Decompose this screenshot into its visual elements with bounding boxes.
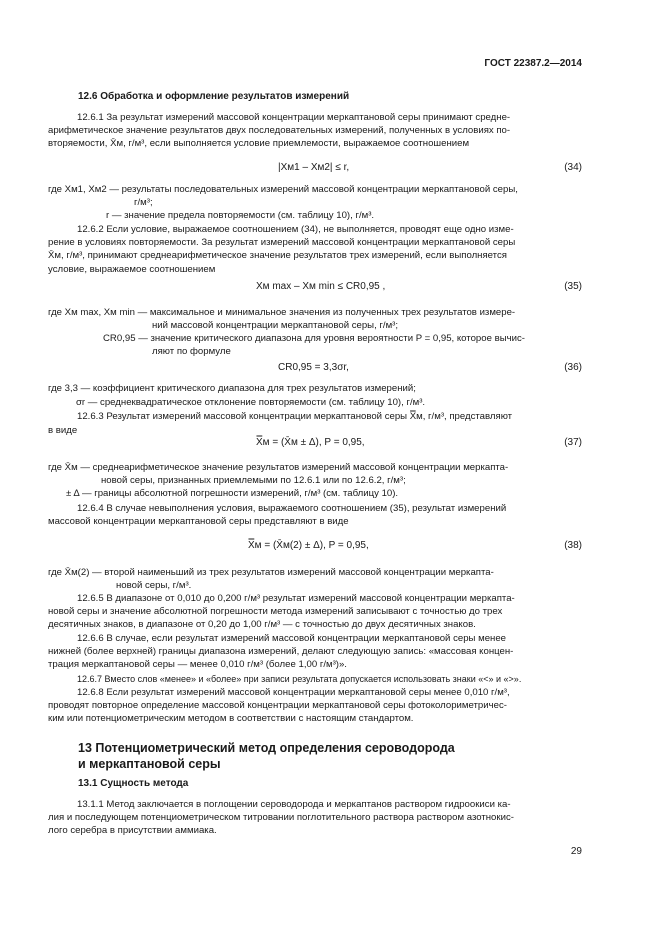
definition-line: ± Δ — границы абсолютной погрешности измерений, г/м³ (см. таблицу 10). — [66, 488, 399, 499]
text-line: 12.6.2 Если условие, выражаемое соотношением (34), не выполняется, проводят еще одно изме- — [77, 224, 514, 235]
page-number: 29 — [570, 846, 582, 857]
text-line: 12.6.7 Вместо слов «менее» и «более» при записи результата допускается использовать знаки «<» и «>». — [77, 674, 522, 684]
section-12-6-heading: 12.6 Обработка и оформление результатов измерений — [78, 91, 350, 102]
text-line: новой серы и значение абсолютной погрешности метода измерений записывают с точностью до трех — [48, 606, 503, 617]
text-line: 12.6.5 В диапазоне от 0,010 до 0,200 г/м³ результат измерений массовой концентрации меркапта- — [77, 593, 515, 604]
text-line: лия и последующем потенциометрическом титровании поглотительного раствора раствором азотнокис- — [48, 812, 514, 823]
text-line: X̄м, г/м³, принимают среднеарифметическое значение результатов трех измерений, если выполняется — [48, 250, 507, 261]
definition-line: новой серы, г/м³. — [116, 580, 192, 591]
section-13-title-line2: и меркаптановой серы — [78, 757, 221, 771]
text-line: вторяемости, X̄м, г/м³, если выполняется условие приемлемости, выражаемое соотношением — [48, 138, 470, 149]
formula-38: X̿м = (X̄м(2) ± Δ), P = 0,95, — [248, 540, 369, 551]
definition-line: σr — среднеквадратическое отклонение повторяемости (см. таблицу 10), г/м³. — [76, 397, 426, 408]
text-line: в виде — [48, 425, 78, 436]
definition-line: где Xм1, Xм2 — результаты последовательных измерений массовой концентрации меркаптановой серы, — [48, 184, 518, 195]
text-line: рение в условиях повторяемости. За результат измерений массовой концентрации меркаптановой серы — [48, 237, 516, 248]
text-line: проводят повторное определение массовой концентрации меркаптановой серы фотоколориметричес- — [48, 700, 507, 711]
text-line: ким или потенциометрическим методом в соответствии с настоящим стандартом. — [48, 713, 414, 724]
definition-line: ляют по формуле — [152, 346, 231, 357]
equation-number: (36) — [564, 362, 582, 373]
text-line: 13.1.1 Метод заключается в поглощении сероводорода и меркаптанов раствором гидроокиси ка- — [77, 799, 511, 810]
text-line: 12.6.4 В случае невыполнения условия, выражаемого соотношением (35), результат измерений — [77, 503, 507, 514]
section-13-1-heading: 13.1 Сущность метода — [78, 778, 189, 789]
definition-line: CR0,95 — значение критического диапазона для уровня вероятности P = 0,95, которое вычис- — [103, 333, 525, 344]
text-line: массовой концентрации меркаптановой серы представляют в виде — [48, 516, 349, 527]
text-line: нижней (более верхней) границы диапазона измерений, делают следующую запись: «массовая концен- — [48, 646, 514, 657]
formula-37: X̿м = (X̄м ± Δ), P = 0,95, — [256, 437, 365, 448]
definition-line: где Xм max, Xм min — максимальное и минимальное значения из полученных трех результатов измере- — [48, 307, 516, 318]
equation-number: (34) — [564, 162, 582, 173]
equation-number: (37) — [564, 437, 582, 448]
section-13-title-line1: 13 Потенциометрический метод определения сероводорода — [78, 741, 455, 755]
text-line: 12.6.3 Результат измерений массовой концентрации меркаптановой серы X̿м, г/м³, представляют — [77, 411, 513, 422]
formula-34: |Xм1 – Xм2| ≤ r, — [278, 162, 350, 173]
equation-number: (35) — [564, 281, 582, 292]
definition-line: где X̄м(2) — второй наименьший из трех результатов измерений массовой концентрации меркапта- — [48, 567, 494, 578]
equation-number: (38) — [564, 540, 582, 551]
text-line: арифметическое значение результатов двух последовательных измерений, полученных в условиях по- — [48, 125, 511, 136]
definition-line: где 3,3 — коэффициент критического диапазона для трех результатов измерений; — [48, 383, 416, 394]
text-line: десятичных знаков, в диапазоне от 0,20 до 1,00 г/м³ — с точностью до двух десятичных знаков. — [48, 619, 476, 630]
text-line: 12.6.6 В случае, если результат измерений массовой концентрации меркаптановой серы менее — [77, 633, 507, 644]
text-line: лого серебра в присутствии аммиака. — [48, 825, 217, 836]
text-line: 12.6.1 За результат измерений массовой концентрации меркаптановой серы принимают средне- — [77, 112, 511, 123]
definition-line: новой серы, признанных приемлемыми по 12.6.1 или по 12.6.2, г/м³; — [101, 475, 406, 486]
definition-line: где X̄м — среднеарифметическое значение результатов измерений массовой концентрации меркапта- — [48, 462, 509, 473]
definition-line: r — значение предела повторяемости (см. таблицу 10), г/м³. — [106, 210, 375, 221]
text-line: 12.6.8 Если результат измерений массовой концентрации меркаптановой серы менее 0,010 г/м³, — [77, 687, 510, 698]
definition-line: ний массовой концентрации меркаптановой серы, г/м³; — [152, 320, 399, 331]
formula-36: CR0,95 = 3,3σr, — [278, 362, 349, 373]
text-line: условие, выражаемое соотношением — [48, 264, 216, 275]
section-13-heading — [78, 740, 455, 772]
text-line: трация меркаптановой серы — менее 0,010 г/м³ (более 1,00 г/м³)». — [48, 659, 347, 670]
definition-line: г/м³; — [134, 197, 153, 208]
formula-35: Xм max – Xм min ≤ CR0,95 , — [256, 281, 386, 292]
doc-code: ГОСТ 22387.2—2014 — [484, 58, 582, 69]
